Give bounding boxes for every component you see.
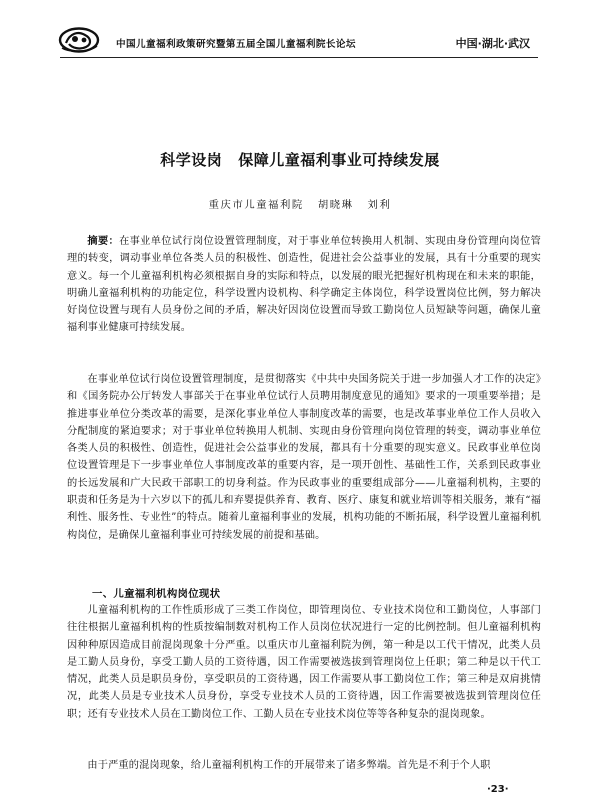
header-divider bbox=[60, 57, 538, 58]
page-number: ·23· bbox=[487, 784, 509, 795]
conference-name: 中国儿童福利政策研究暨第五届全国儿童福利院长论坛 bbox=[116, 39, 356, 50]
abstract-text: 在事业单位试行岗位设置管理制度，对于事业单位转换用人机制、实现由身份管理向岗位管理的转变，调动事业单位各类人员的积极性、创造性，促进社会公益事业的发展，具有十分重要的现实意义。每一个儿童福利机构必须根据自身的实际和特点，以发展的眼光把握好机构现在和未来的职能，明确儿童福利机构的功能定位，科学设置内设机构、科学确定主体岗位，科学设置岗位比例，努力解决好岗位设置与现有人员身份之间的矛盾，解决好因岗位设置而导致工勤岗位人员短缺等问题，确保儿童福利事业健康可持续发展。 bbox=[67, 236, 542, 334]
article-title bbox=[0, 149, 600, 170]
author-name: 刘利 bbox=[367, 199, 392, 211]
page-header bbox=[0, 0, 600, 62]
body-paragraph: 由于严重的混岗现象，给儿童福利机构工作的开展带来了诸多弊端。首先是不利于个人职 bbox=[87, 760, 491, 771]
forum-logo-icon bbox=[58, 26, 100, 54]
abstract bbox=[67, 233, 541, 337]
body-paragraph: 在事业单位试行岗位设置管理制度，是贯彻落实《中共中央国务院关于进一步加强人才工作的决定》和《国务院办公厅转发人事部关于在事业单位试行人员聘用制度意见的通知》要求的一项重要举措；是推进事业单位分类改革的需要，是深化事业单位人事制度改革的需要，也是改革事业单位工作人员收入分配制度的紧迫要求；对于事业单位转换用人机制、实现由身份管理向岗位管理的转变，调动事业单位各类人员的积极性、创造性，促进社会公益事业的发展，都具有十分重要的现实意义。民政事业单位岗位设置管理是下一步事业单位人事制度改革的重要内容，是一项开创性、基础性工作，关系到民政事业的长远发展和广大民政干部职工的切身利益。作为民政事业的重要组成部分——儿童福利机构，主要的职责和任务是为十六岁以下的孤儿和弃婴提供养育、教育、医疗、康复和就业培训等相关服务，兼有“福利性、服务性、专业性”的特点。随着儿童福利事业的发展，机构功能的不断拓展，科学设置儿童福利机构岗位，是确保儿童福利事业可持续发展的前提和基础。 bbox=[67, 374, 541, 541]
abstract-label: 摘要： bbox=[87, 235, 120, 247]
section-heading: 一、儿童福利机构岗位现状 bbox=[92, 588, 221, 600]
conference-location: 中国·湖北·武汉 bbox=[455, 37, 530, 50]
author-affiliation: 重庆市儿童福利院 bbox=[208, 199, 304, 211]
article-title-part1: 科学设岗 bbox=[160, 151, 223, 169]
article-title-part2: 保障儿童福利事业可持续发展 bbox=[238, 151, 440, 169]
article-authors bbox=[0, 196, 600, 211]
author-name: 胡晓琳 bbox=[317, 199, 354, 211]
body-paragraph: 儿童福利机构的工作性质形成了三类工作岗位，即管理岗位、专业技术岗位和工勤岗位，人事部门往往根据儿童福利机构的性质按编制数对机构工作人员岗位状况进行一定的比例控制。但儿童福利机构因种种原因造成目前混岗现象十分严重。以重庆市儿童福利院为例，第一种是以工代干情况，此类人员是工勤人员身份，享受工勤人员的工资待遇，因工作需要被选拔到管理岗位上任职；第二种是以干代工情况，此类人员是职员身份，享受职员的工资待遇，因工作需要从事工勤岗位工作；第三种是双肩挑情况，此类人员是专业技术人员身份，享受专业技术人员的工资待遇，因工作需要被选拔到管理岗位任职；还有专业技术人员在工勤岗位工作、工勤人员在专业技术岗位等等各种复杂的混岗现象。 bbox=[67, 605, 541, 720]
